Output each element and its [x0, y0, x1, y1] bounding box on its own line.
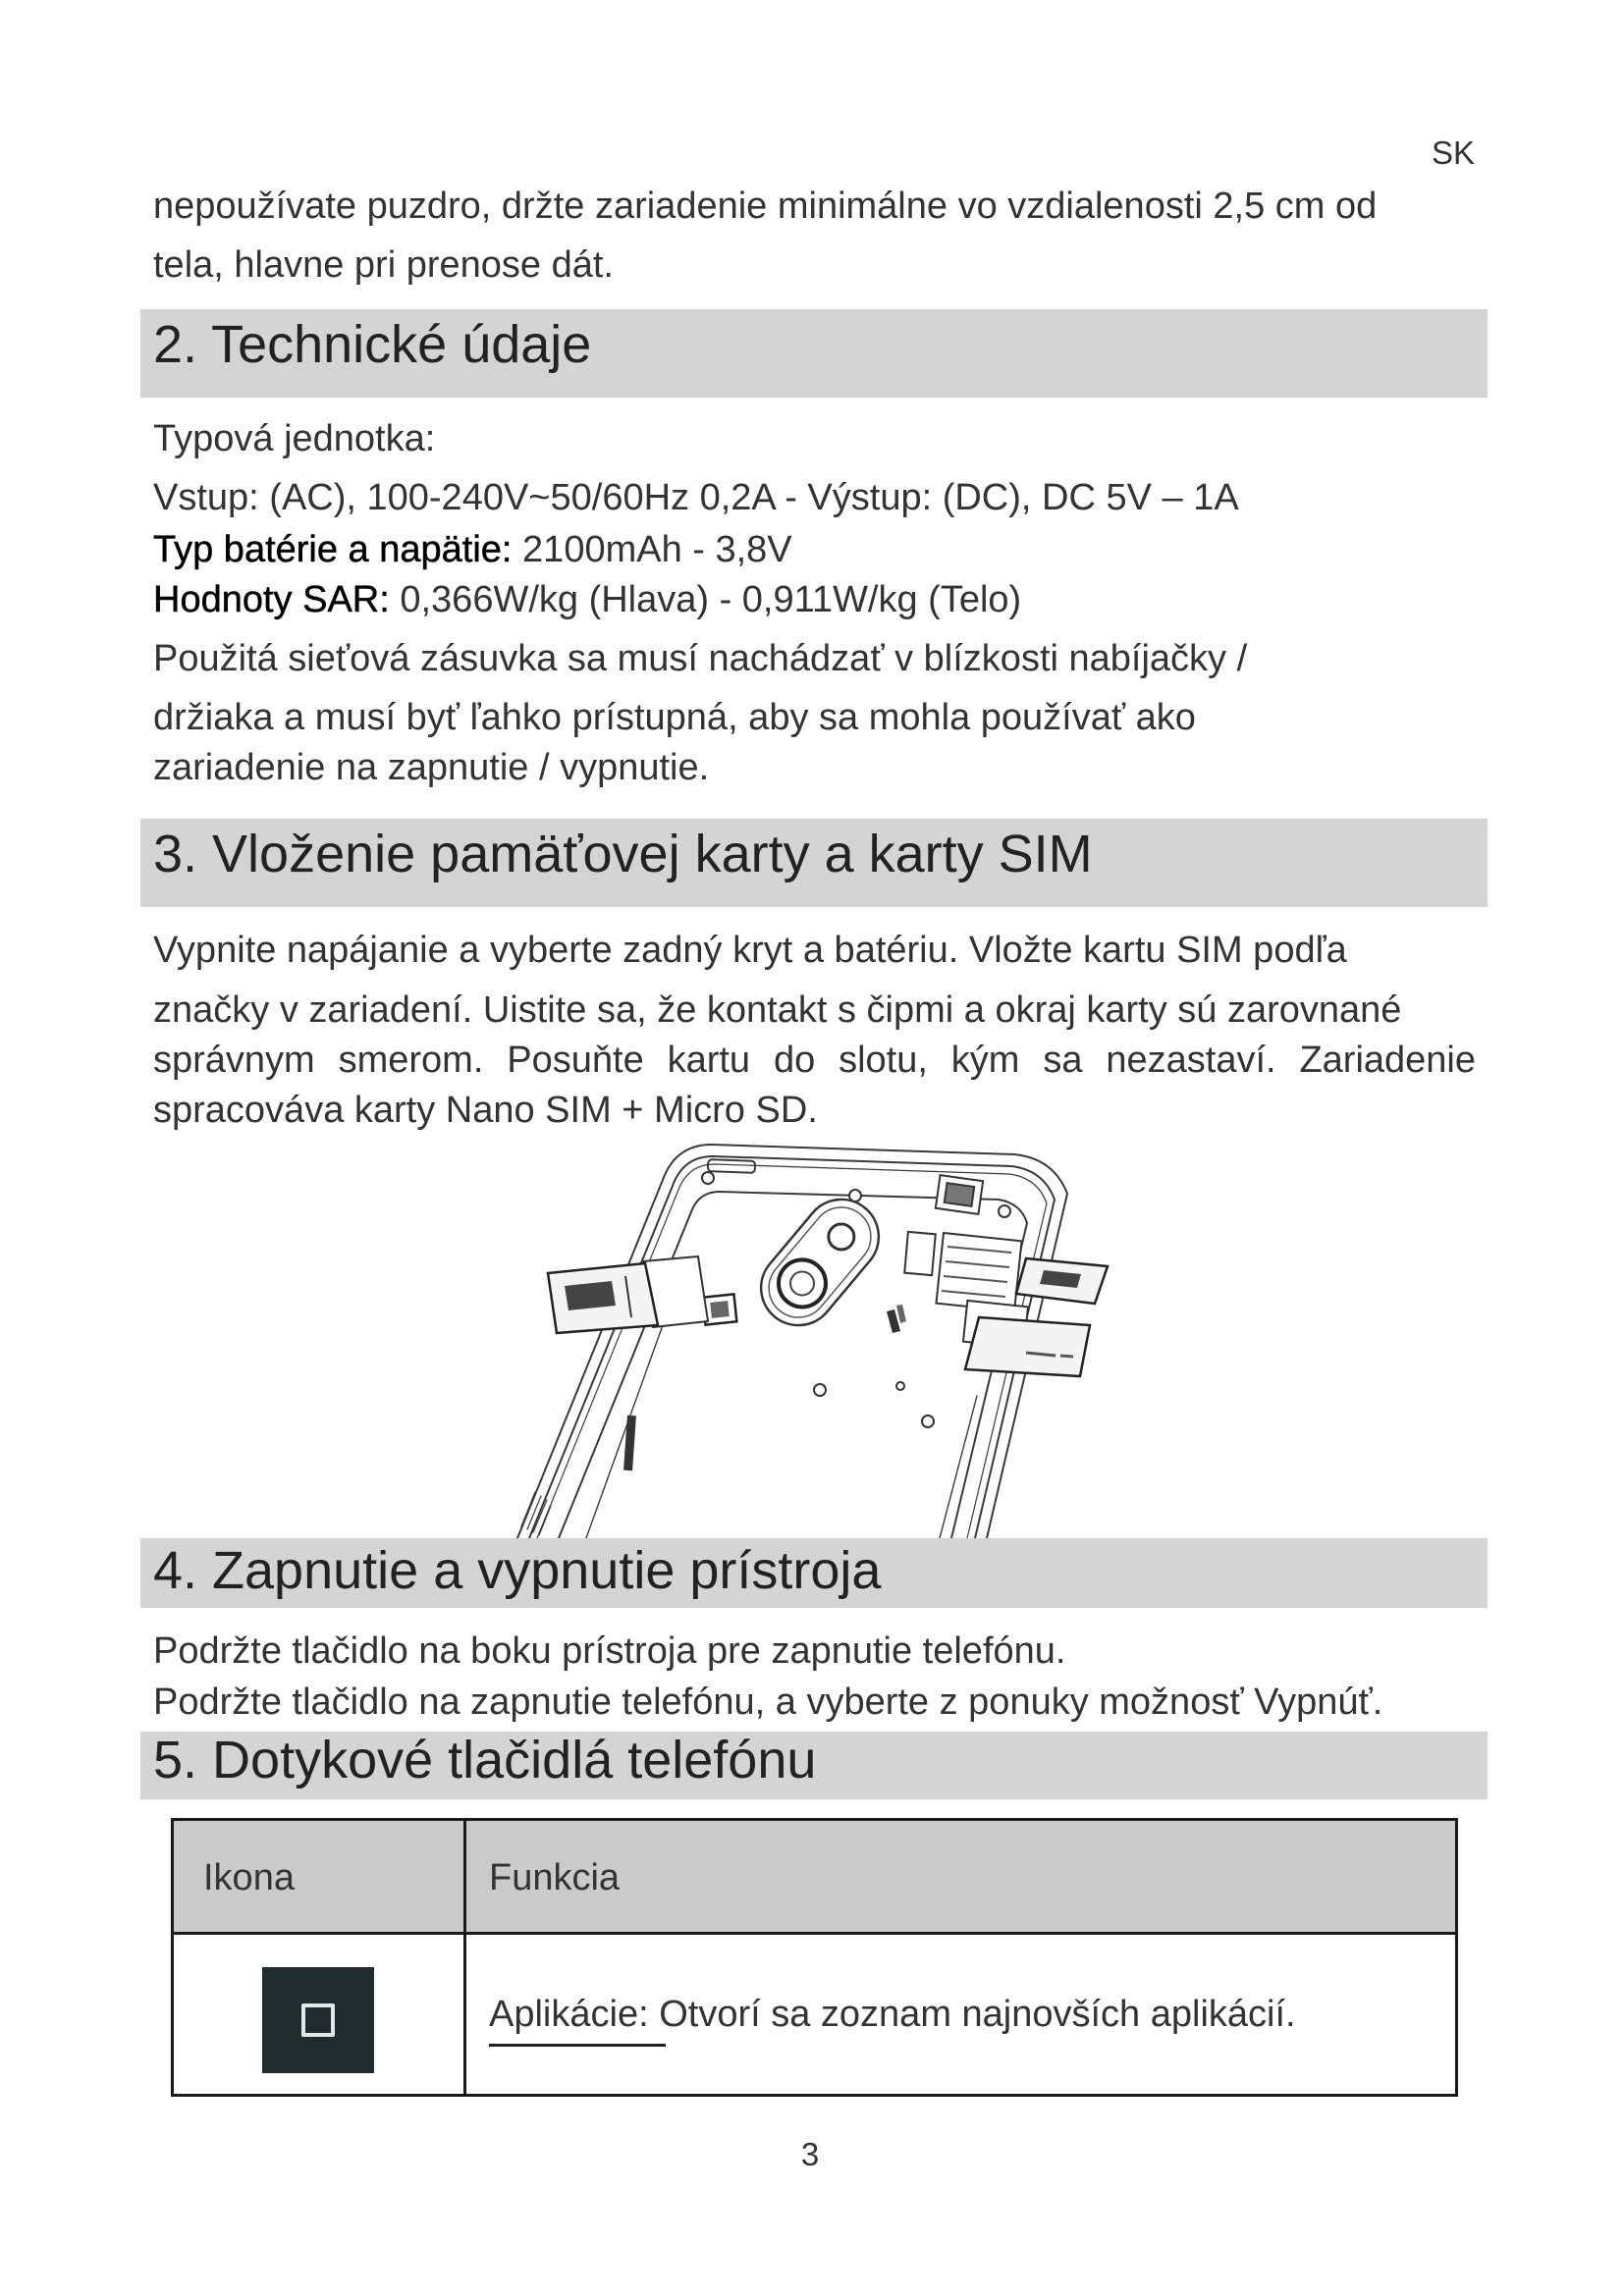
table-header-row — [174, 1821, 1455, 1935]
battery-value: 2100mAh - 3,8V — [522, 529, 792, 570]
function-label: Aplikácie: — [489, 1994, 649, 2035]
section-heading-bar — [140, 819, 1488, 907]
power-text-line: Podržte tlačidlo na boku prístroja pre zapnutie telefónu. — [153, 1630, 1066, 1672]
sar-value: 0,366W/kg (Hlava) - 0,911W/kg (Telo) — [400, 579, 1022, 620]
section-heading-specs: 2. Technické údaje — [153, 315, 592, 374]
touch-buttons-table — [171, 1818, 1458, 2097]
section-heading-sim: 3. Vloženie pamäťovej karty a karty SIM — [153, 825, 1093, 883]
section-heading-bar — [140, 1732, 1488, 1799]
small-components — [623, 1305, 906, 1470]
socket-note-line: Použitá sieťová zásuvka sa musí nachádzať v blízkosti nabíjačky / — [153, 638, 1248, 679]
function-text: Otvorí sa zoznam najnovších aplikácií. — [659, 1994, 1296, 2035]
nano-sim-card-right — [1016, 1258, 1108, 1304]
column-divider — [463, 1821, 466, 2094]
section-heading-bar — [140, 1538, 1488, 1608]
table-row-function — [489, 1992, 1296, 2037]
section-heading-bar — [140, 309, 1488, 398]
square-glyph — [301, 2003, 335, 2037]
sim-text-line: značky v zariadení. Uistite sa, že kontakt s čipmi a okraj karty sú zarovnané — [153, 989, 1402, 1031]
unit-label: Typová jednotka: — [153, 418, 436, 459]
power-text-line: Podržte tlačidlo na zapnutie telefónu, a vyberte z ponuky možnosť Vypnúť. — [153, 1682, 1383, 1723]
language-tag: SK — [1431, 134, 1475, 171]
socket-note-line: držiaka a musí byť ľahko prístupná, aby sa mohla používať ako — [153, 697, 1196, 738]
nano-sim-card-left — [548, 1256, 708, 1333]
section-heading-touch-buttons: 5. Dotykové tlačidlá telefónu — [153, 1731, 817, 1789]
battery-bay-edge — [586, 1325, 663, 1538]
sar-label: Hodnoty SAR: — [153, 579, 390, 620]
battery-bay-edge — [940, 1396, 977, 1538]
input-output-spec: Vstup: (AC), 100-240V~50/60Hz 0,2A - Výstup: (DC), DC 5V – 1A — [153, 477, 1239, 518]
recent-apps-icon — [262, 1967, 374, 2073]
battery-spec — [153, 527, 792, 572]
earpiece — [708, 1159, 755, 1173]
socket-note-line: zariadenie na zapnutie / vypnutie. — [153, 747, 710, 788]
column-header-icon: Ikona — [203, 1857, 295, 1898]
sim-text-line: správnym smerom. Posuňte kartu do slotu, kým sa nezastaví. Zariadenie — [153, 1040, 1476, 1081]
intro-line: tela, hlavne pri prenose dát. — [153, 244, 614, 286]
function-label-underline — [489, 2044, 666, 2047]
intro-line: nepoužívate puzdro, držte zariadenie minimálne vo vzdialenosti 2,5 cm od — [153, 186, 1378, 227]
phone-sim-illustration — [515, 1139, 1124, 1538]
micro-sd-card — [965, 1317, 1090, 1376]
sim-text-line: spracováva karty Nano SIM + Micro SD. — [153, 1090, 818, 1131]
section-heading-power: 4. Zapnutie a vypnutie prístroja — [153, 1541, 882, 1600]
sim-text-line: Vypnite napájanie a vyberte zadný kryt a batériu. Vložte kartu SIM podľa — [153, 930, 1347, 971]
column-header-function: Funkcia — [489, 1857, 621, 1898]
page-number: 3 — [800, 2136, 820, 2172]
sar-spec — [153, 577, 1021, 622]
battery-label: Typ batérie a napätie: — [153, 529, 513, 570]
camera-module — [746, 1184, 894, 1340]
